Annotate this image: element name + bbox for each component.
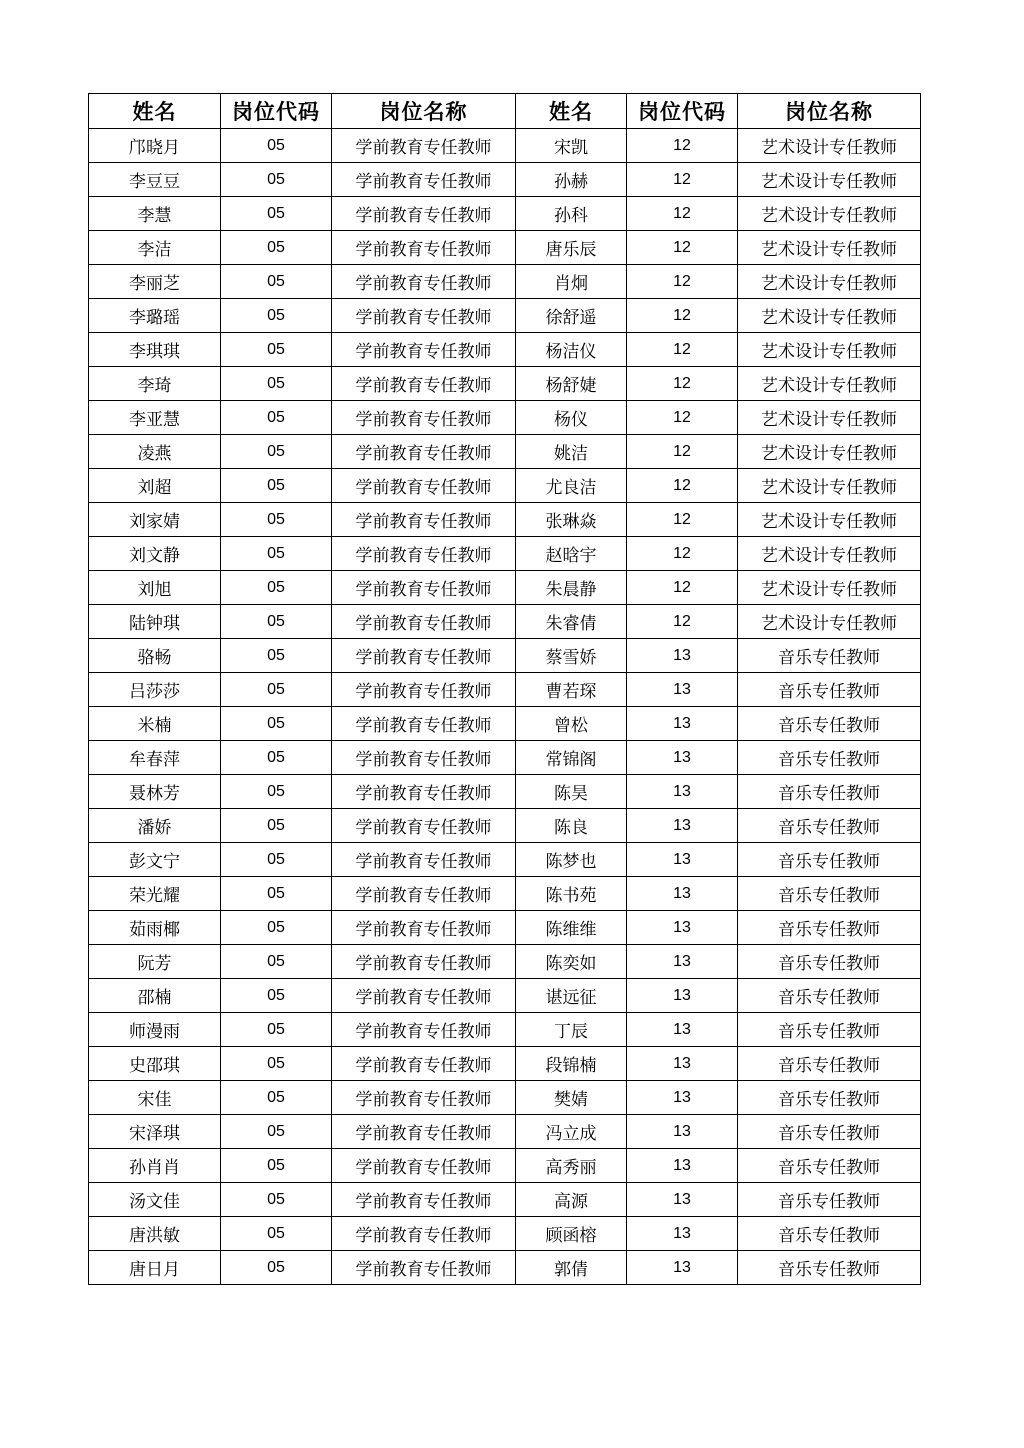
table-row [89, 1115, 921, 1149]
cell-name-left: 李琦 [89, 367, 221, 401]
table-row [89, 163, 921, 197]
cell-position-right: 音乐专任教师 [738, 877, 921, 911]
cell-code-left: 05 [221, 265, 332, 299]
cell-name-right: 曹若琛 [516, 673, 627, 707]
cell-name-right: 陈维维 [516, 911, 627, 945]
cell-name-left: 李亚慧 [89, 401, 221, 435]
cell-name-right: 朱晨静 [516, 571, 627, 605]
cell-code-left: 05 [221, 775, 332, 809]
cell-position-left: 学前教育专任教师 [332, 537, 516, 571]
cell-code-right: 12 [627, 537, 738, 571]
cell-name-right: 陈良 [516, 809, 627, 843]
cell-position-left: 学前教育专任教师 [332, 1217, 516, 1251]
cell-code-left: 05 [221, 877, 332, 911]
cell-name-right: 丁辰 [516, 1013, 627, 1047]
table-row [89, 231, 921, 265]
cell-code-left: 05 [221, 979, 332, 1013]
cell-name-left: 茹雨椰 [89, 911, 221, 945]
cell-code-left: 05 [221, 401, 332, 435]
header-code-left: 岗位代码 [221, 94, 332, 129]
cell-name-right: 姚洁 [516, 435, 627, 469]
table-row [89, 741, 921, 775]
table-row [89, 673, 921, 707]
cell-code-right: 13 [627, 877, 738, 911]
cell-code-left: 05 [221, 911, 332, 945]
cell-position-right: 音乐专任教师 [738, 1115, 921, 1149]
cell-code-left: 05 [221, 1251, 332, 1285]
cell-position-right: 艺术设计专任教师 [738, 537, 921, 571]
cell-name-left: 荣光耀 [89, 877, 221, 911]
cell-position-right: 艺术设计专任教师 [738, 163, 921, 197]
cell-position-left: 学前教育专任教师 [332, 469, 516, 503]
table-row [89, 979, 921, 1013]
cell-code-right: 13 [627, 707, 738, 741]
cell-name-right: 唐乐辰 [516, 231, 627, 265]
cell-position-left: 学前教育专任教师 [332, 1183, 516, 1217]
cell-position-right: 艺术设计专任教师 [738, 367, 921, 401]
cell-name-right: 冯立成 [516, 1115, 627, 1149]
table-row [89, 1149, 921, 1183]
table-row [89, 1251, 921, 1285]
table-row [89, 367, 921, 401]
cell-code-right: 12 [627, 367, 738, 401]
cell-name-right: 段锦楠 [516, 1047, 627, 1081]
cell-code-right: 12 [627, 265, 738, 299]
table-row [89, 809, 921, 843]
cell-code-right: 13 [627, 1115, 738, 1149]
table-row [89, 129, 921, 163]
cell-name-right: 陈奕如 [516, 945, 627, 979]
cell-name-right: 高秀丽 [516, 1149, 627, 1183]
cell-position-right: 音乐专任教师 [738, 1013, 921, 1047]
cell-name-left: 李丽芝 [89, 265, 221, 299]
roster-table [88, 93, 921, 1285]
cell-code-left: 05 [221, 129, 332, 163]
cell-name-left: 孙肖肖 [89, 1149, 221, 1183]
cell-position-right: 音乐专任教师 [738, 1081, 921, 1115]
cell-code-right: 13 [627, 1183, 738, 1217]
cell-position-right: 音乐专任教师 [738, 1149, 921, 1183]
cell-position-right: 艺术设计专任教师 [738, 503, 921, 537]
table-row [89, 639, 921, 673]
cell-position-right: 音乐专任教师 [738, 979, 921, 1013]
cell-name-right: 蔡雪娇 [516, 639, 627, 673]
cell-name-right: 高源 [516, 1183, 627, 1217]
table-row [89, 435, 921, 469]
cell-code-left: 05 [221, 945, 332, 979]
cell-code-left: 05 [221, 1081, 332, 1115]
cell-code-right: 12 [627, 163, 738, 197]
cell-position-left: 学前教育专任教师 [332, 197, 516, 231]
cell-code-right: 12 [627, 299, 738, 333]
cell-name-left: 潘娇 [89, 809, 221, 843]
cell-code-right: 12 [627, 435, 738, 469]
table-row [89, 1047, 921, 1081]
cell-code-left: 05 [221, 435, 332, 469]
cell-position-left: 学前教育专任教师 [332, 1149, 516, 1183]
cell-name-left: 刘文静 [89, 537, 221, 571]
cell-name-right: 肖炯 [516, 265, 627, 299]
cell-position-right: 艺术设计专任教师 [738, 299, 921, 333]
cell-name-right: 顾函榕 [516, 1217, 627, 1251]
cell-position-left: 学前教育专任教师 [332, 741, 516, 775]
cell-position-left: 学前教育专任教师 [332, 231, 516, 265]
cell-name-right: 朱睿倩 [516, 605, 627, 639]
cell-code-right: 13 [627, 1081, 738, 1115]
cell-code-left: 05 [221, 537, 332, 571]
cell-code-right: 12 [627, 129, 738, 163]
cell-name-left: 刘家婧 [89, 503, 221, 537]
cell-position-left: 学前教育专任教师 [332, 945, 516, 979]
cell-name-right: 张琳焱 [516, 503, 627, 537]
cell-name-left: 吕莎莎 [89, 673, 221, 707]
cell-position-right: 音乐专任教师 [738, 639, 921, 673]
table-row [89, 299, 921, 333]
header-name-left: 姓名 [89, 94, 221, 129]
cell-position-right: 艺术设计专任教师 [738, 401, 921, 435]
cell-code-right: 12 [627, 503, 738, 537]
cell-name-left: 彭文宁 [89, 843, 221, 877]
table-row [89, 945, 921, 979]
cell-name-right: 谌远征 [516, 979, 627, 1013]
cell-position-left: 学前教育专任教师 [332, 1251, 516, 1285]
cell-code-right: 13 [627, 775, 738, 809]
cell-code-left: 05 [221, 197, 332, 231]
table-row [89, 401, 921, 435]
cell-code-right: 13 [627, 1149, 738, 1183]
table-row [89, 1217, 921, 1251]
cell-name-left: 宋泽琪 [89, 1115, 221, 1149]
cell-position-right: 音乐专任教师 [738, 911, 921, 945]
cell-position-right: 音乐专任教师 [738, 1217, 921, 1251]
cell-position-left: 学前教育专任教师 [332, 401, 516, 435]
cell-position-left: 学前教育专任教师 [332, 809, 516, 843]
cell-position-right: 音乐专任教师 [738, 741, 921, 775]
cell-code-left: 05 [221, 1183, 332, 1217]
cell-code-left: 05 [221, 707, 332, 741]
cell-name-left: 李豆豆 [89, 163, 221, 197]
table-row [89, 605, 921, 639]
cell-name-left: 李璐瑶 [89, 299, 221, 333]
cell-code-right: 13 [627, 1217, 738, 1251]
cell-name-right: 杨洁仪 [516, 333, 627, 367]
cell-code-right: 12 [627, 333, 738, 367]
cell-position-left: 学前教育专任教师 [332, 435, 516, 469]
cell-code-left: 05 [221, 503, 332, 537]
cell-code-right: 13 [627, 1047, 738, 1081]
table-row [89, 537, 921, 571]
cell-code-left: 05 [221, 809, 332, 843]
table-row [89, 571, 921, 605]
cell-name-left: 师漫雨 [89, 1013, 221, 1047]
cell-position-right: 艺术设计专任教师 [738, 231, 921, 265]
cell-position-left: 学前教育专任教师 [332, 1013, 516, 1047]
cell-position-left: 学前教育专任教师 [332, 639, 516, 673]
cell-code-left: 05 [221, 333, 332, 367]
cell-position-right: 艺术设计专任教师 [738, 197, 921, 231]
cell-code-left: 05 [221, 299, 332, 333]
cell-name-left: 凌燕 [89, 435, 221, 469]
cell-name-right: 孙科 [516, 197, 627, 231]
cell-position-right: 音乐专任教师 [738, 673, 921, 707]
cell-code-right: 12 [627, 571, 738, 605]
cell-name-right: 樊婧 [516, 1081, 627, 1115]
cell-name-right: 杨舒婕 [516, 367, 627, 401]
table-row [89, 265, 921, 299]
cell-name-right: 尤良洁 [516, 469, 627, 503]
cell-code-left: 05 [221, 367, 332, 401]
table-row [89, 333, 921, 367]
cell-name-right: 徐舒遥 [516, 299, 627, 333]
cell-name-left: 刘旭 [89, 571, 221, 605]
cell-position-left: 学前教育专任教师 [332, 673, 516, 707]
cell-name-left: 唐日月 [89, 1251, 221, 1285]
cell-name-left: 陆钟琪 [89, 605, 221, 639]
cell-name-right: 赵晗宇 [516, 537, 627, 571]
cell-position-left: 学前教育专任教师 [332, 1047, 516, 1081]
table-row [89, 775, 921, 809]
cell-name-right: 陈书苑 [516, 877, 627, 911]
cell-code-right: 13 [627, 809, 738, 843]
cell-name-left: 唐洪敏 [89, 1217, 221, 1251]
cell-code-right: 13 [627, 639, 738, 673]
cell-position-left: 学前教育专任教师 [332, 843, 516, 877]
cell-code-right: 13 [627, 945, 738, 979]
header-position-right: 岗位名称 [738, 94, 921, 129]
table-body [89, 129, 921, 1285]
cell-position-right: 艺术设计专任教师 [738, 605, 921, 639]
cell-name-left: 李慧 [89, 197, 221, 231]
table-row [89, 877, 921, 911]
cell-position-right: 艺术设计专任教师 [738, 571, 921, 605]
cell-code-right: 13 [627, 741, 738, 775]
cell-position-left: 学前教育专任教师 [332, 265, 516, 299]
cell-code-right: 12 [627, 469, 738, 503]
cell-code-left: 05 [221, 1047, 332, 1081]
cell-name-left: 李洁 [89, 231, 221, 265]
cell-position-left: 学前教育专任教师 [332, 163, 516, 197]
cell-position-right: 音乐专任教师 [738, 1251, 921, 1285]
cell-position-left: 学前教育专任教师 [332, 503, 516, 537]
cell-name-left: 史邵琪 [89, 1047, 221, 1081]
cell-name-right: 陈昊 [516, 775, 627, 809]
table-row [89, 1081, 921, 1115]
table-row [89, 843, 921, 877]
cell-code-right: 13 [627, 1251, 738, 1285]
cell-code-right: 12 [627, 401, 738, 435]
table-row [89, 1183, 921, 1217]
header-position-left: 岗位名称 [332, 94, 516, 129]
cell-code-right: 12 [627, 197, 738, 231]
cell-code-right: 13 [627, 1013, 738, 1047]
cell-position-left: 学前教育专任教师 [332, 605, 516, 639]
cell-position-left: 学前教育专任教师 [332, 1115, 516, 1149]
cell-code-left: 05 [221, 231, 332, 265]
cell-name-left: 邵楠 [89, 979, 221, 1013]
cell-position-right: 音乐专任教师 [738, 809, 921, 843]
cell-position-right: 艺术设计专任教师 [738, 333, 921, 367]
cell-name-right: 常锦阁 [516, 741, 627, 775]
cell-position-left: 学前教育专任教师 [332, 775, 516, 809]
cell-code-left: 05 [221, 673, 332, 707]
cell-position-right: 音乐专任教师 [738, 1047, 921, 1081]
cell-name-right: 孙赫 [516, 163, 627, 197]
cell-code-right: 12 [627, 231, 738, 265]
table-row [89, 911, 921, 945]
cell-code-left: 05 [221, 469, 332, 503]
cell-position-left: 学前教育专任教师 [332, 299, 516, 333]
cell-position-left: 学前教育专任教师 [332, 707, 516, 741]
cell-code-right: 13 [627, 673, 738, 707]
cell-code-left: 05 [221, 1149, 332, 1183]
cell-code-right: 13 [627, 911, 738, 945]
cell-position-right: 艺术设计专任教师 [738, 265, 921, 299]
cell-position-right: 音乐专任教师 [738, 1183, 921, 1217]
cell-position-right: 音乐专任教师 [738, 707, 921, 741]
cell-name-left: 刘超 [89, 469, 221, 503]
cell-name-left: 阮芳 [89, 945, 221, 979]
cell-name-left: 宋佳 [89, 1081, 221, 1115]
cell-name-left: 邝晓月 [89, 129, 221, 163]
table-row [89, 197, 921, 231]
cell-name-left: 米楠 [89, 707, 221, 741]
cell-position-right: 音乐专任教师 [738, 945, 921, 979]
cell-code-left: 05 [221, 605, 332, 639]
header-code-right: 岗位代码 [627, 94, 738, 129]
cell-code-left: 05 [221, 741, 332, 775]
cell-code-right: 13 [627, 843, 738, 877]
cell-code-left: 05 [221, 1115, 332, 1149]
header-row [89, 94, 921, 129]
cell-position-left: 学前教育专任教师 [332, 1081, 516, 1115]
cell-code-right: 12 [627, 605, 738, 639]
cell-code-left: 05 [221, 571, 332, 605]
cell-code-left: 05 [221, 843, 332, 877]
cell-position-left: 学前教育专任教师 [332, 979, 516, 1013]
header-name-right: 姓名 [516, 94, 627, 129]
table-row [89, 469, 921, 503]
cell-position-left: 学前教育专任教师 [332, 129, 516, 163]
table-row [89, 1013, 921, 1047]
cell-position-right: 音乐专任教师 [738, 775, 921, 809]
cell-position-left: 学前教育专任教师 [332, 333, 516, 367]
cell-code-right: 13 [627, 979, 738, 1013]
cell-code-left: 05 [221, 1013, 332, 1047]
cell-code-left: 05 [221, 639, 332, 673]
cell-position-left: 学前教育专任教师 [332, 911, 516, 945]
cell-name-left: 牟春萍 [89, 741, 221, 775]
cell-position-left: 学前教育专任教师 [332, 571, 516, 605]
cell-name-left: 聂林芳 [89, 775, 221, 809]
cell-position-left: 学前教育专任教师 [332, 877, 516, 911]
cell-position-right: 艺术设计专任教师 [738, 435, 921, 469]
cell-name-right: 宋凯 [516, 129, 627, 163]
cell-name-left: 汤文佳 [89, 1183, 221, 1217]
table-row [89, 707, 921, 741]
cell-name-left: 李琪琪 [89, 333, 221, 367]
cell-code-left: 05 [221, 1217, 332, 1251]
cell-name-right: 杨仪 [516, 401, 627, 435]
cell-position-right: 艺术设计专任教师 [738, 469, 921, 503]
table-row [89, 503, 921, 537]
cell-position-right: 艺术设计专任教师 [738, 129, 921, 163]
cell-name-right: 曾松 [516, 707, 627, 741]
cell-name-right: 陈梦也 [516, 843, 627, 877]
cell-position-left: 学前教育专任教师 [332, 367, 516, 401]
cell-name-left: 骆畅 [89, 639, 221, 673]
cell-code-left: 05 [221, 163, 332, 197]
cell-name-right: 郭倩 [516, 1251, 627, 1285]
cell-position-right: 音乐专任教师 [738, 843, 921, 877]
